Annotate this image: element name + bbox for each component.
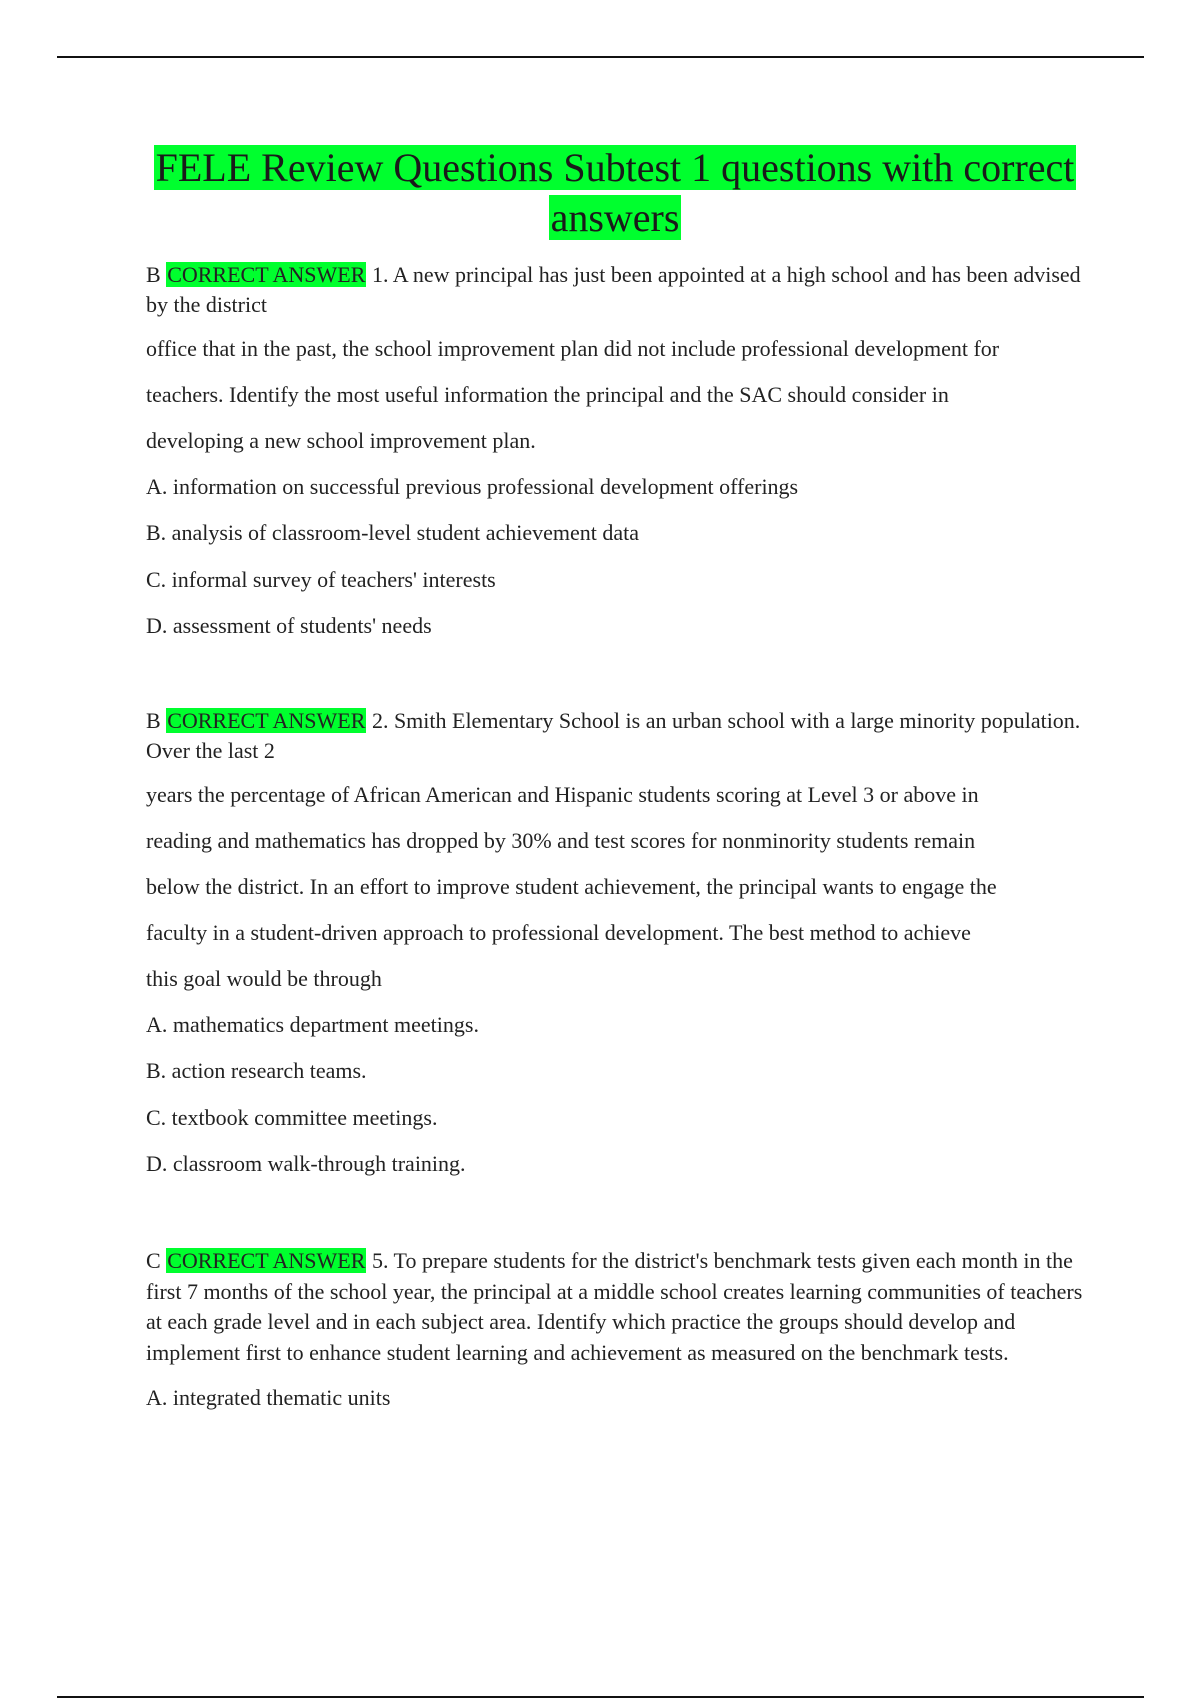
correct-answer-tag: CORRECT ANSWER (167, 1248, 366, 1273)
question-1-option-d: D. assessment of students' needs (146, 612, 432, 638)
question-2-line: reading and mathematics has dropped by 30% and test scores for nonminority students remain (146, 828, 976, 853)
question-1-option-c: C. informal survey of teachers' interests (146, 566, 496, 592)
question-3-text: 5. To prepare students for the district's benchmark tests given each month in the first 7 months of the school year, the principal at a middle school creates learning communities of teachers at each grade level and in each subject area. Identify which practice the groups should develop and implement first to enhance student learning and achievement as measured on the benchmark tests. (146, 1248, 1083, 1365)
question-2-option-b: B. action research teams. (146, 1058, 367, 1084)
question-2-stem (146, 706, 1086, 766)
answer-letter: B (146, 708, 161, 733)
question-1 (146, 260, 1086, 649)
question-2-line: below the district. In an effort to improve student achievement, the principal wants to engage the (146, 874, 997, 899)
question-2-line: this goal would be through (146, 966, 382, 991)
question-3-option-a: A. integrated thematic units (146, 1385, 391, 1410)
question-2-line: years the percentage of African American and Hispanic students scoring at Level 3 or above in (146, 782, 979, 807)
question-3 (146, 1246, 1086, 1421)
question-1-option-a: A. information on successful previous professional development offerings (146, 474, 799, 499)
question-1-option-b: B. analysis of classroom-level student achievement data (146, 520, 640, 546)
question-1-line: teachers. Identify the most useful information the principal and the SAC should consider in (146, 382, 949, 407)
bottom-rule (57, 1696, 1144, 1698)
question-1-line: developing a new school improvement plan. (146, 428, 536, 453)
question-2 (146, 706, 1086, 1187)
answer-letter: B (146, 262, 161, 287)
question-1-line: office that in the past, the school improvement plan did not include professional development for (146, 336, 1000, 361)
top-rule (57, 56, 1144, 58)
question-1-text: 1. A new principal has just been appointed at a high school and has been advised by the district (146, 262, 1081, 317)
question-2-text: 2. Smith Elementary School is an urban school with a large minority population. Over the last 2 (146, 708, 1081, 763)
title-line-2: answers (550, 195, 680, 240)
question-3-stem (146, 1246, 1086, 1368)
answer-letter: C (146, 1248, 161, 1273)
question-2-option-c: C. textbook committee meetings. (146, 1104, 438, 1130)
correct-answer-tag: CORRECT ANSWER (167, 708, 366, 733)
title-line-1: FELE Review Questions Subtest 1 questions with correct (155, 145, 1075, 190)
question-2-line: faculty in a student-driven approach to professional development. The best method to achieve (146, 920, 971, 945)
question-2-option-a: A. mathematics department meetings. (146, 1012, 479, 1037)
correct-answer-tag: CORRECT ANSWER (167, 262, 366, 287)
document-title (145, 143, 1085, 243)
question-1-stem (146, 260, 1086, 320)
question-2-option-d: D. classroom walk-through training. (146, 1150, 466, 1176)
